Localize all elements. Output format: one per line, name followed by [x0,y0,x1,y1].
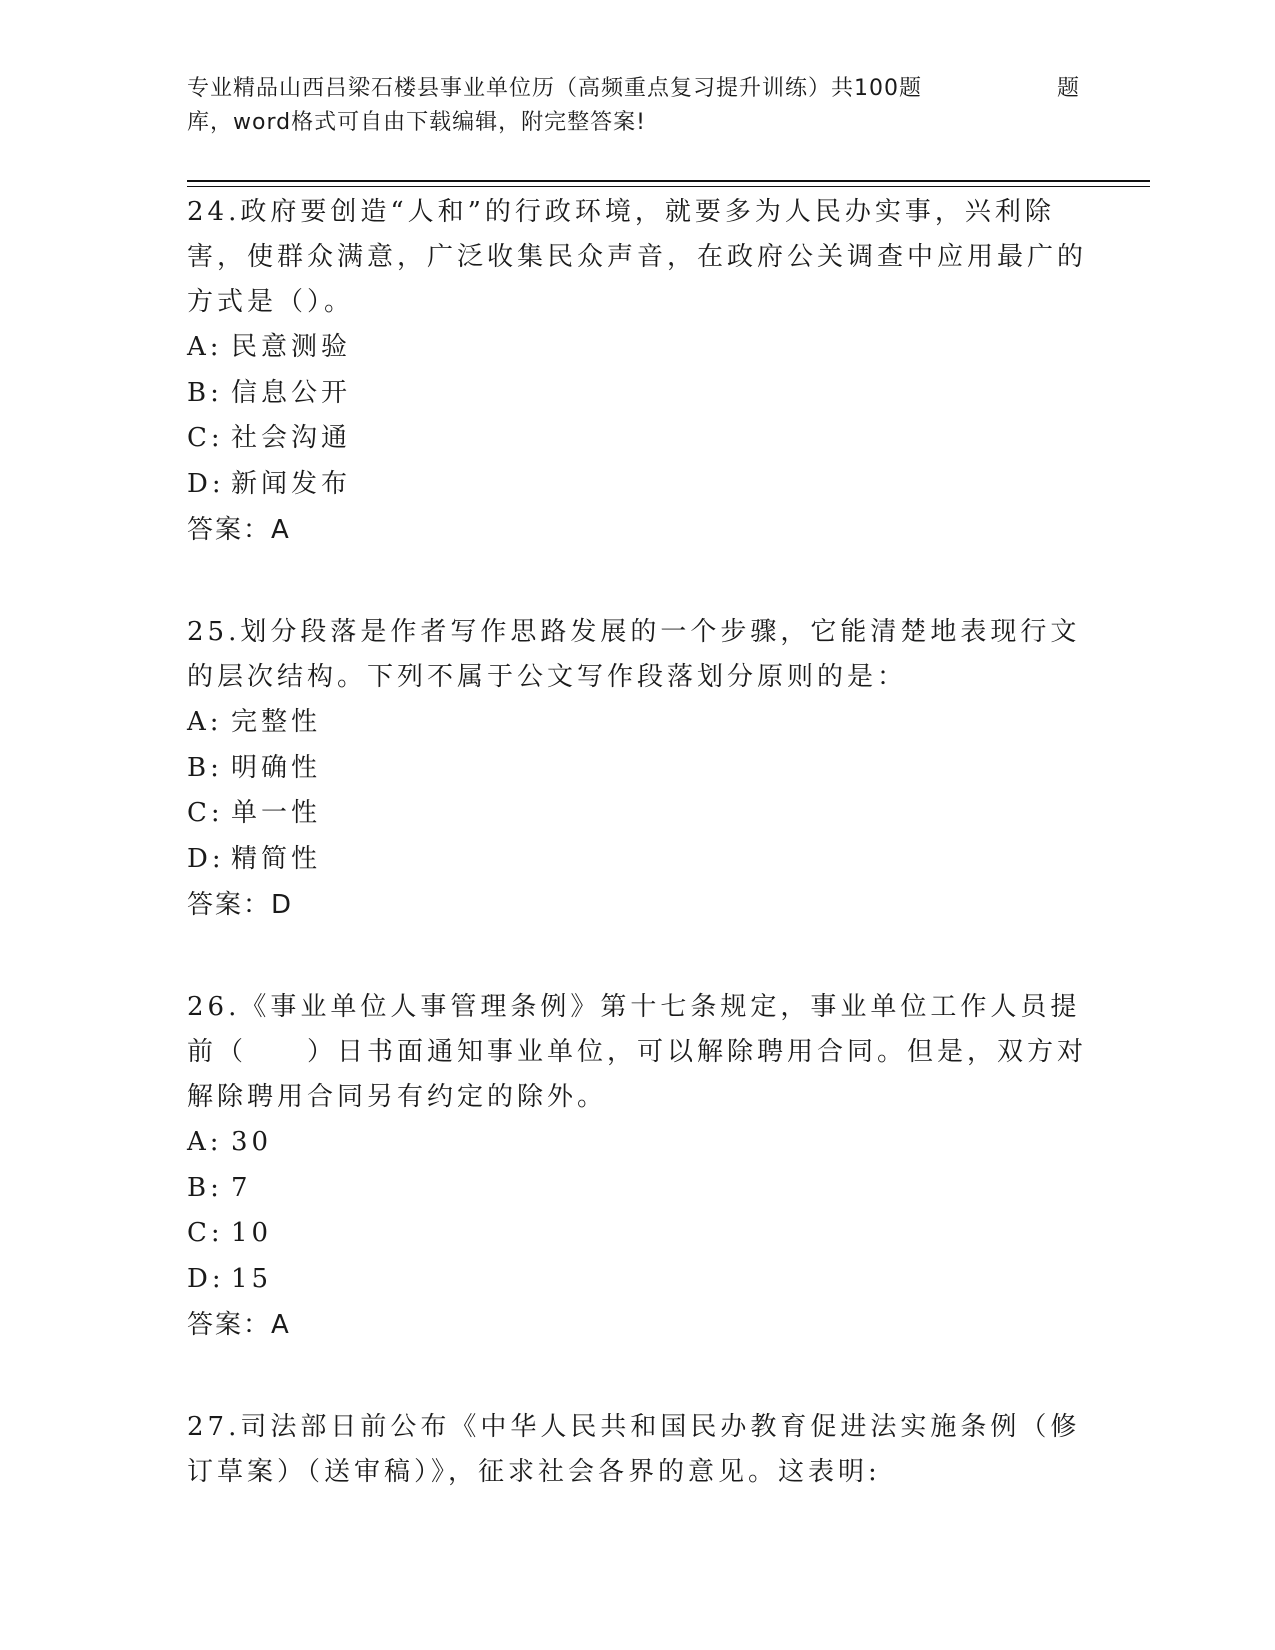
spacer [187,553,1087,610]
option-text: 10 [231,1218,273,1248]
option-letter: B: [187,1172,223,1203]
header-line-1 [187,72,1087,106]
option-text: 单一性 [231,798,322,828]
option-text: 社会沟通 [231,423,352,453]
header-line-2: 库，word格式可自由下载编辑，附完整答案! [187,110,646,135]
option-letter: B: [187,377,223,408]
header-divider-thick [187,180,1150,182]
question-stem: 25.划分段落是作者写作思路发展的一个步骤，它能清楚地表现行文的层次结构。下列不属于公文写作段落划分原则的是： [187,617,1081,692]
question-stem: 24.政府要创造“人和”的行政环境，就要多为人民办实事，兴利除害，使群众满意，广泛收集民众声音，在政府公关调查中应用最广的方式是（）。 [187,197,1088,317]
question-list [187,190,1087,1495]
option-b [187,1166,1087,1212]
option-d [187,837,1087,883]
option-letter: D: [187,468,225,499]
header-divider-thin [187,186,1150,187]
option-d [187,1257,1087,1303]
document-header [187,72,1087,140]
answer-line: 答案：A [187,515,291,545]
question-stem: 27.司法部日前公布《中华人民共和国民办教育促进法实施条例（修订草案）（送审稿）》，征求社会各界的意见。这表明: [187,1412,1081,1487]
question-26 [187,985,1087,1348]
option-a [187,325,1087,371]
option-b [187,371,1087,417]
option-letter: B: [187,752,223,783]
option-letter: D: [187,1263,225,1294]
option-text: 完整性 [231,707,322,737]
option-a [187,1120,1087,1166]
option-text: 明确性 [231,752,322,783]
question-25 [187,610,1087,928]
spacer [187,928,1087,985]
spacer [187,1348,1087,1405]
option-text: 民意测验 [231,332,352,362]
option-letter: A: [187,707,223,737]
option-letter: A: [187,332,223,362]
option-c [187,1211,1087,1257]
option-text: 精简性 [231,843,322,874]
option-text: 信息公开 [231,377,352,408]
option-text: 15 [231,1263,273,1294]
option-a [187,700,1087,746]
option-letter: D: [187,843,225,874]
option-text: 30 [231,1127,273,1157]
option-b [187,746,1087,792]
answer-line: 答案：A [187,1310,291,1340]
question-27 [187,1405,1087,1495]
option-letter: C: [187,1218,224,1248]
option-c [187,791,1087,837]
answer-line: 答案：D [187,890,294,920]
question-stem: 26.《事业单位人事管理条例》第十七条规定，事业单位工作人员提前（ ）日书面通知事业单位，可以解除聘用合同。但是，双方对解除聘用合同另有约定的除外。 [187,992,1088,1112]
option-letter: C: [187,798,224,828]
option-d [187,462,1087,508]
option-letter: C: [187,423,224,453]
option-text: 7 [231,1172,252,1203]
header-title-tail: 题 [1057,76,1081,101]
option-letter: A: [187,1127,223,1157]
option-text: 新闻发布 [231,468,352,499]
option-c [187,416,1087,462]
question-24 [187,190,1087,553]
header-title: 专业精品山西吕梁石楼县事业单位历（高频重点复习提升训练）共100题 [187,76,922,101]
